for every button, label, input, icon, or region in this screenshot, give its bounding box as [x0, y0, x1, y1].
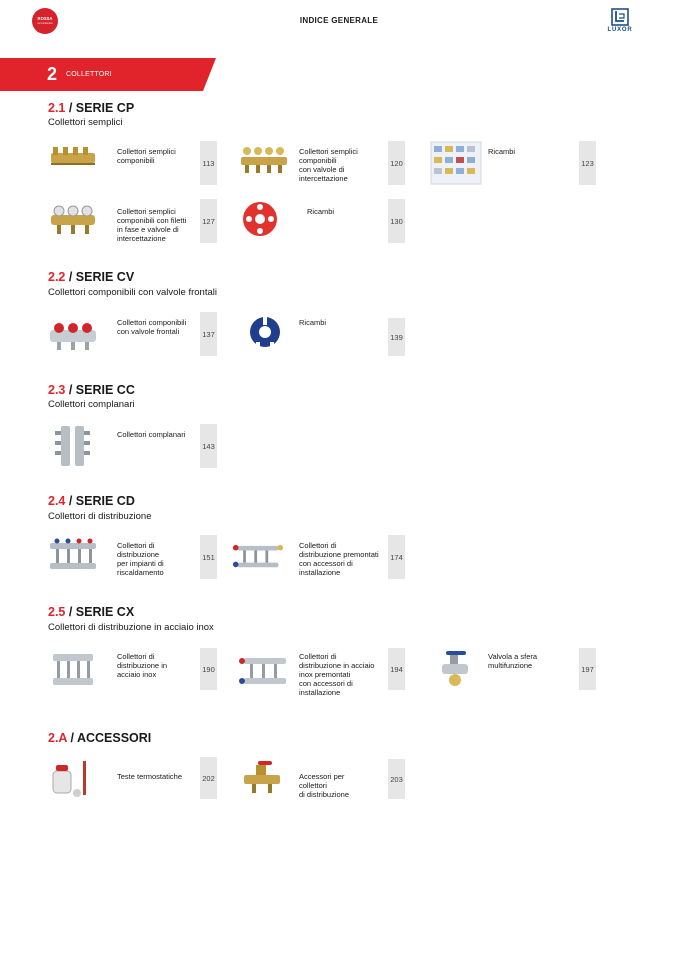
item-label: Accessori per collettori di distribuzione — [299, 772, 350, 799]
page-number[interactable]: 127 — [200, 199, 217, 243]
section-heading-2-1: 2.1 / SERIE CP — [48, 101, 135, 115]
section-heading-2-a: 2.A / ACCESSORI — [48, 731, 152, 745]
luxor-logo — [602, 8, 638, 33]
page-number[interactable]: 120 — [388, 141, 405, 185]
section-subtitle-2-5: Collettori di distribuzione in acciaio inox — [48, 622, 214, 633]
section-heading-2-4: 2.4 / SERIE CD — [48, 494, 135, 508]
inox-premounted-thumbnail — [238, 650, 290, 694]
section-subtitle-2-3: Collettori complanari — [48, 399, 135, 410]
item-label: Collettori semplici componibili con valvole di intercettazione — [299, 147, 358, 183]
page-number[interactable]: 174 — [388, 535, 405, 579]
luxor-brand-text: LUXOR — [607, 27, 633, 33]
ball-valve-thumbnail — [430, 648, 482, 692]
item-label: Collettori di distribuzione in acciaio inox — [117, 652, 168, 679]
item-label: Ricambi — [299, 318, 327, 327]
page-number[interactable]: 202 — [200, 757, 217, 799]
item-label: Collettori semplici componibili con filetti in fase e valvole di intercettazione — [117, 207, 187, 243]
item-label: Collettori semplici componibili — [117, 147, 176, 165]
page-title: INDICE GENERALE — [299, 16, 379, 25]
manifold-accessories-thumbnail — [238, 759, 290, 803]
distribution-manifold-thumbnail — [47, 535, 99, 579]
section-subtitle-2-1: Collettori semplici — [48, 117, 123, 128]
section-heading-2-5: 2.5 / SERIE CX — [48, 605, 135, 619]
manifold-front-valves-thumbnail — [47, 312, 99, 356]
item-label: Ricambi — [488, 147, 516, 156]
item-label: Valvola a sfera multifunzione — [488, 652, 538, 670]
spare-parts-grid-thumbnail — [430, 141, 482, 185]
section-subtitle-2-2: Collettori componibili con valvole frontali — [48, 287, 217, 298]
luxor-mark-icon — [611, 8, 629, 26]
item-label: Collettori di distribuzione per impianti di riscaldamento — [117, 541, 164, 577]
page-number[interactable]: 143 — [200, 424, 217, 468]
blue-cap-thumbnail — [243, 312, 295, 356]
page-number[interactable]: 190 — [200, 648, 217, 690]
page-number[interactable]: 197 — [579, 648, 596, 690]
thermostatic-head-thumbnail — [47, 757, 99, 801]
chapter-number: 2 — [47, 64, 58, 84]
item-label: Ricambi — [307, 207, 335, 216]
chapter-title: COLLETTORI — [66, 71, 112, 78]
page-number[interactable]: 137 — [200, 312, 217, 356]
page-number[interactable]: 203 — [388, 759, 405, 799]
section-subtitle-2-4: Collettori di distribuzione — [48, 511, 152, 522]
item-label: Collettori complanari — [117, 430, 186, 439]
manifold-brass-thumbnail — [47, 137, 99, 181]
manifold-threaded-thumbnail — [47, 197, 99, 241]
rossa-logo-subtext: termoidraulica — [37, 22, 53, 25]
rossa-logo-text: ROSSA — [37, 16, 53, 21]
item-label: Collettori componibili con valvole frontali — [117, 318, 187, 336]
red-handwheel-thumbnail — [238, 197, 290, 241]
page-number[interactable]: 139 — [388, 318, 405, 356]
page-number[interactable]: 130 — [388, 199, 405, 243]
page-number[interactable]: 113 — [200, 141, 217, 185]
section-heading-2-3: 2.3 / SERIE CC — [48, 383, 135, 397]
item-label: Collettori di distribuzione premontati con accessori di installazione — [299, 541, 379, 577]
item-label: Collettori di distribuzione in acciaio inox premontati con accessori di installazione — [299, 652, 375, 697]
item-label: Teste termostatiche — [117, 772, 183, 781]
section-heading-2-2: 2.2 / SERIE CV — [48, 270, 135, 284]
page-number[interactable]: 123 — [579, 141, 596, 185]
manifold-valves-thumbnail — [238, 137, 290, 181]
page-number[interactable]: 151 — [200, 535, 217, 579]
inox-manifold-thumbnail — [47, 648, 99, 692]
premounted-manifold-thumbnail — [232, 535, 284, 579]
coplanar-manifold-thumbnail — [47, 424, 99, 468]
page-number[interactable]: 194 — [388, 648, 405, 690]
